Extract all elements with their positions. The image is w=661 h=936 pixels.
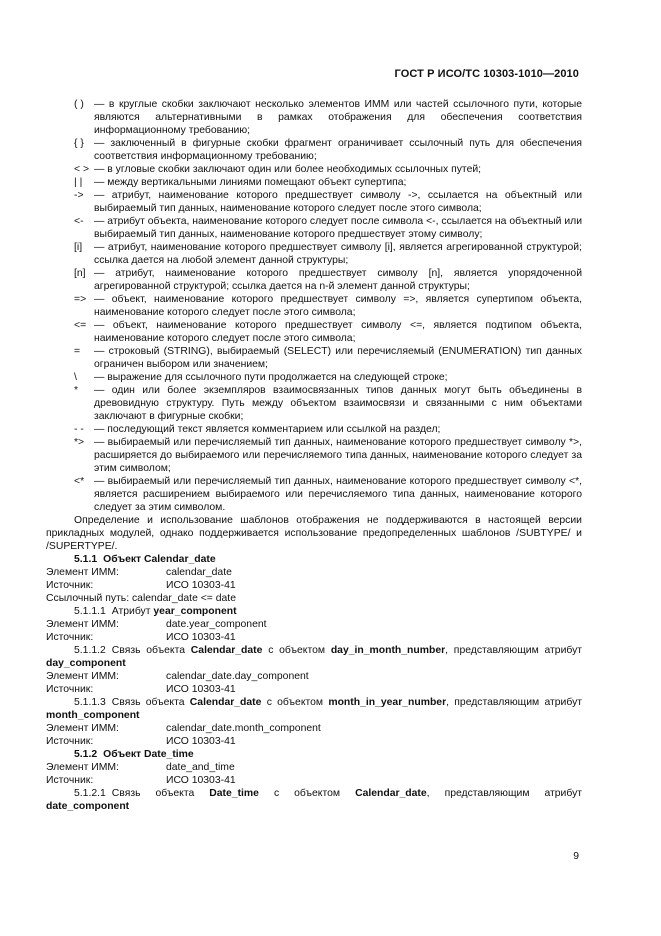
legend-description: — атрибут объекта, наименование которого следует после символа <-, ссылается на объектный или выбираемый тип данных, наименование которого предшествует этому символу;	[94, 216, 582, 240]
legend-description: — строковый (STRING), выбираемый (SELECT) или перечисляемый (ENUMERATION) тип данных ограничен выбором или значением;	[94, 346, 582, 370]
legend-symbol: ( )	[74, 99, 84, 110]
page-content	[46, 98, 582, 813]
legend-item	[46, 176, 582, 189]
section-5-1-1-heading: 5.1.1 Объект Calendar_date	[74, 554, 216, 565]
legend-item	[46, 371, 582, 384]
legend-item	[46, 137, 582, 163]
legend-item	[46, 163, 582, 176]
legend-symbol: \	[74, 372, 77, 383]
mim-element-row: Элемент ИММ: calendar_date.month_component	[46, 723, 321, 734]
legend-symbol: =>	[74, 294, 87, 305]
legend-item	[46, 189, 582, 215]
legend-description: — один или более экземпляров взаимосвязанных типов данных могут быть объединены в древовидную структуру. Путь между объектом взаимосвязи и связанными с ним объектами заключают в фигурные скобки;	[94, 385, 582, 422]
legend-item	[46, 345, 582, 371]
legend-symbol: <=	[74, 320, 87, 331]
page-number: 9	[573, 851, 579, 862]
symbol-legend-list	[46, 98, 582, 514]
legend-item	[46, 436, 582, 475]
legend-description: — атрибут, наименование которого предшествует символу [i], является агрегированной структурой; ссылка дается на любой элемент данной структуры;	[94, 242, 582, 266]
source-row: Источник: ИСО 10303-41	[46, 775, 236, 786]
legend-item	[46, 293, 582, 319]
mim-element-row: Элемент ИММ: date_and_time	[46, 762, 235, 773]
legend-item	[46, 423, 582, 436]
section-5-1-2-heading: 5.1.2 Объект Date_time	[74, 749, 194, 760]
mim-element-row: Элемент ИММ: calendar_date.day_component	[46, 671, 309, 682]
legend-symbol: *>	[74, 437, 85, 448]
legend-symbol: ->	[74, 190, 84, 201]
legend-description: — объект, наименование которого предшествует символу <=, является подтипом объекта, наименование которого следует после этого символа;	[94, 320, 582, 344]
legend-symbol: <*	[74, 476, 85, 487]
legend-item	[46, 241, 582, 267]
section-5-1-1-2-heading: 5.1.1.2 Связь объекта Calendar_date с объектом day_in_month_number, представляющим атрибут day_component	[46, 645, 583, 669]
section-5-1-2-1-heading: 5.1.2.1 Связь объекта Date_time с объектом Calendar_date, представляющим атрибут date_component	[46, 788, 583, 812]
legend-symbol: { }	[74, 138, 84, 149]
legend-symbol: [n]	[74, 268, 86, 279]
legend-item	[46, 384, 582, 423]
legend-description: — выбираемый или перечисляемый тип данных, наименование которого предшествует символу *>, расширяется до выбираемого или перечисляемого типа данных, наименование которого следует за этим символом;	[94, 437, 582, 474]
legend-description: — в угловые скобки заключают один или более необходимых ссылочных путей;	[94, 164, 482, 175]
legend-symbol: < >	[74, 164, 90, 175]
legend-item	[46, 475, 582, 514]
source-row: Источник: ИСО 10303-41	[46, 684, 236, 695]
legend-symbol: =	[74, 346, 81, 357]
mim-element-row: Элемент ИММ: date.year_component	[46, 619, 267, 630]
legend-description: — между вертикальными линиями помещают объект супертипа;	[94, 177, 407, 188]
legend-item	[46, 319, 582, 345]
legend-description: — в круглые скобки заключают несколько элементов ИММ или частей ссылочного пути, которые являются альтернативными в рамках отображения для обеспечения соответствия информационному требованию;	[94, 99, 582, 136]
mim-element-row: Элемент ИММ: calendar_date	[46, 567, 232, 578]
legend-description: — заключенный в фигурные скобки фрагмент ограничивает ссылочный путь для обеспечения соответствия информационному требованию;	[94, 138, 582, 162]
templates-paragraph: Определение и использование шаблонов отображения не поддерживаются в настоящей версии прикладных модулей, однако поддерживается использование предопределенных шаблонов /SUBTYPE/ и /SUPERTYPE/.	[46, 515, 582, 552]
document-header: ГОСТ Р ИСО/ТС 10303-1010—2010	[394, 68, 579, 80]
source-row: Источник: ИСО 10303-41	[46, 736, 236, 747]
section-5-1-1-1-heading: 5.1.1.1 Атрибут year_component	[74, 606, 237, 617]
legend-description: — выбираемый или перечисляемый тип данных, наименование которого предшествует символу <*, является расширением выбираемого или перечисляемого типа данных, наименование которого следует за этим символом.	[94, 476, 582, 513]
legend-description: — атрибут, наименование которого предшествует символу ->, ссылается на объектный или выбираемый тип данных, наименование которого следует после этого символа;	[94, 190, 582, 214]
legend-symbol: <-	[74, 216, 84, 227]
legend-item	[46, 215, 582, 241]
source-row: Источник: ИСО 10303-41	[46, 632, 236, 643]
legend-symbol: *	[74, 385, 79, 396]
legend-item	[46, 98, 582, 137]
legend-item	[46, 267, 582, 293]
reference-path-row: Ссылочный путь: calendar_date <= date	[46, 593, 236, 604]
legend-description: — объект, наименование которого предшествует символу =>, является супертипом объекта, наименование которого следует после этого символа;	[94, 294, 582, 318]
source-row: Источник: ИСО 10303-41	[46, 580, 236, 591]
legend-symbol: | |	[74, 177, 83, 188]
legend-description: — последующий текст является комментарием или ссылкой на раздел;	[94, 424, 441, 435]
section-5-1-1-3-heading: 5.1.1.3 Связь объекта Calendar_date с объектом month_in_year_number, представляющим атрибут month_component	[46, 697, 583, 721]
legend-description: — выражение для ссылочного пути продолжается на следующей строке;	[94, 372, 448, 383]
legend-symbol: [i]	[74, 242, 83, 253]
legend-symbol: - -	[74, 424, 84, 435]
legend-description: — атрибут, наименование которого предшествует символу [n], является упорядоченной агрегированной структурой; ссылка дается на n-й элемент данной структуры;	[94, 268, 582, 292]
